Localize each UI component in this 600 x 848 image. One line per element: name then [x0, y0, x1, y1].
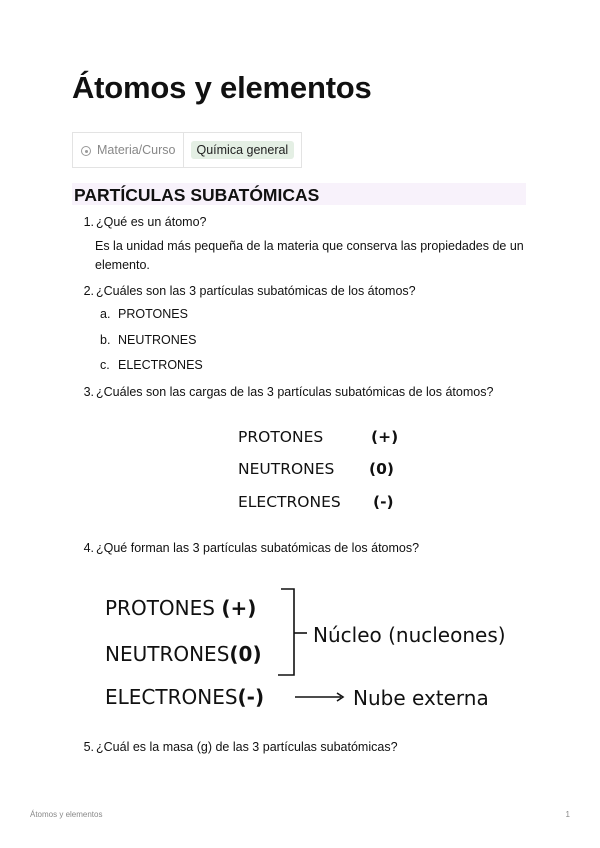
particle-charge: (+)	[371, 428, 399, 446]
particle-name: PROTONES	[105, 596, 222, 620]
question-text: ¿Cuáles son las cargas de las 3 partículas subatómicas de los átomos?	[96, 385, 494, 399]
cloud-label: Nube externa	[353, 686, 489, 710]
particle-charge: (+)	[221, 596, 257, 620]
footer-page-number: 1	[565, 810, 570, 819]
property-label-text: Materia/Curso	[97, 143, 176, 157]
question-text: ¿Cuál es la masa (g) de las 3 partículas subatómicas?	[96, 740, 398, 754]
property-value	[184, 143, 302, 157]
particle-charge: (0)	[369, 460, 394, 478]
list-item	[95, 333, 196, 347]
question-text: ¿Qué forman las 3 partículas subatómicas de los átomos?	[96, 541, 420, 555]
question-number: 5.	[83, 740, 94, 754]
charge-row	[238, 460, 394, 478]
list-item-letter: a.	[100, 307, 111, 321]
particle-name: PROTONES	[238, 428, 324, 446]
list-item-text: PROTONES	[118, 307, 188, 321]
charge-row	[238, 428, 399, 446]
question-number: 3.	[83, 385, 94, 399]
list-item-letter: b.	[100, 333, 111, 347]
question-5	[72, 738, 398, 756]
question-1	[72, 213, 206, 231]
section-heading: PARTÍCULAS SUBATÓMICAS	[72, 183, 526, 205]
question-3	[72, 383, 493, 401]
particle-name: NEUTRONES	[105, 642, 230, 666]
particle-name: NEUTRONES	[238, 460, 335, 478]
list-item	[95, 358, 203, 372]
charge-row	[238, 493, 394, 511]
question-number: 1.	[83, 215, 94, 229]
list-item-text: ELECTRONES	[118, 358, 203, 372]
question-2	[72, 282, 416, 300]
property-select-icon	[81, 146, 91, 156]
property-label	[73, 133, 184, 167]
question-number: 2.	[83, 284, 94, 298]
question-text: ¿Qué es un átomo?	[96, 215, 207, 229]
particle-charge: (-)	[237, 685, 265, 709]
particle-charge: (0)	[229, 642, 262, 666]
particle-name: ELECTRONES	[105, 685, 238, 709]
page-title: Átomos y elementos	[72, 70, 372, 105]
nucleus-bracket	[278, 589, 294, 675]
course-tag[interactable]: Química general	[191, 141, 295, 159]
list-item-text: NEUTRONES	[118, 333, 197, 347]
particle-name: ELECTRONES	[238, 493, 341, 511]
nucleus-label: Núcleo (nucleones)	[313, 623, 506, 647]
property-row	[72, 132, 302, 168]
particle-charge: (-)	[373, 493, 394, 511]
answer-1: Es la unidad más pequeña de la materia que conserva las propiedades de un elemento.	[95, 239, 524, 272]
nucleus-diagram	[105, 588, 535, 728]
question-text: ¿Cuáles son las 3 partículas subatómicas de los átomos?	[96, 284, 416, 298]
question-4	[72, 539, 419, 557]
question-number: 4.	[83, 541, 94, 555]
list-item	[95, 307, 188, 321]
list-item-letter: c.	[100, 358, 110, 372]
footer-title: Átomos y elementos	[30, 810, 103, 819]
